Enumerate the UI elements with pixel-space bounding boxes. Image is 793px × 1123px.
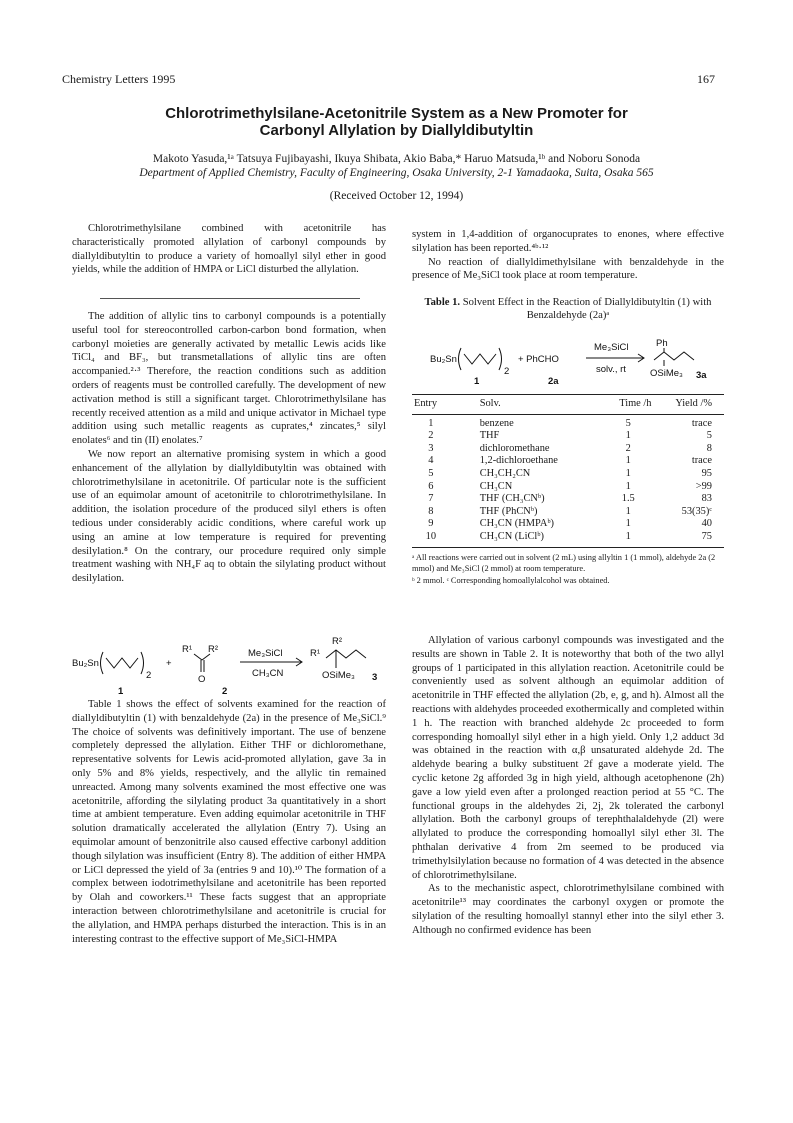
results-text xyxy=(72,698,386,946)
t1-ph: Ph xyxy=(656,338,668,349)
cell-yield: 53(35)ᶜ xyxy=(681,505,712,517)
paragraph: The addition of allylic tins to carbonyl compounds is a potentially useful tool for stereocontrolled carbon-carbon bond formation, when carbonyl moieties are generally activated by metallic Lewis acids like TiCl₄ and BF₃, but transmetallations of allylic tins are often accompanied.²·³ Therefore, the reaction conditions such as addition orders of reagents must be controlled carefully. The development of new activation method is still a significant target. Chlorotrimethylsilane has recently received attention as a mild and unique activator in Michael type addition using such metallic reagents as cuprates,⁴ zincates,⁵ silyl enolates⁶ and tin (II) enolates.⁷ xyxy=(72,311,386,447)
scheme1-label-3: 3 xyxy=(372,672,378,683)
affiliation: Department of Applied Chemistry, Faculty of Engineering, Osaka University, 2-1 Yamadaoka, Suita, Osaka 565 xyxy=(139,167,654,179)
cell-time: 1 xyxy=(625,467,631,479)
scheme1-product-r1: R¹ xyxy=(310,648,321,659)
author-list: Makoto Yasuda,¹ᵃ Tatsuya Fujibayashi, Ikuya Shibata, Akio Baba,* Haruo Matsuda,¹ᵇ and Noboru Sonoda xyxy=(152,153,641,165)
cell-entry: 8 xyxy=(428,505,434,517)
cell-yield: 8 xyxy=(706,442,712,454)
cell-time: 1 xyxy=(625,530,631,542)
cell-entry: 7 xyxy=(428,493,434,505)
cell-yield: 75 xyxy=(701,530,712,542)
col-header-entry: Entry xyxy=(414,398,438,409)
cell-solvent: THF (PhCNᵇ) xyxy=(479,505,538,517)
t1-reagent-below: solv., rt xyxy=(596,364,626,375)
abstract-divider xyxy=(100,298,360,299)
scheme1-label-2: 2 xyxy=(222,686,228,697)
cell-solvent: benzene xyxy=(479,417,514,429)
table1-caption-label: Table 1. xyxy=(424,297,461,308)
scheme1-reagent1: Bu₂Sn xyxy=(72,658,99,669)
cell-time: 5 xyxy=(625,417,631,429)
scheme1-sub2: 2 xyxy=(146,670,152,681)
cell-yield: trace xyxy=(691,417,712,429)
paragraph: system in 1,4-addition of organocuprates to enones, where effective silylation has been reported.⁴ᵇ·¹² xyxy=(412,229,724,254)
table1-caption xyxy=(412,296,724,323)
cell-time: 1.5 xyxy=(621,493,635,505)
col-header-time: Time /h xyxy=(619,398,652,409)
table1-body xyxy=(412,414,724,547)
intro-text xyxy=(72,310,386,586)
abstract xyxy=(72,222,386,277)
table-row xyxy=(412,506,724,519)
table-row xyxy=(412,518,724,531)
scheme1-oxygen: O xyxy=(198,674,206,685)
cell-time: 1 xyxy=(625,518,631,530)
cell-solvent: 1,2-dichloroethane xyxy=(479,455,558,467)
cell-solvent: dichloromethane xyxy=(479,442,550,454)
paren-left xyxy=(101,652,104,674)
cell-solvent: CH₃CN xyxy=(479,480,513,492)
paragraph: As to the mechanistic aspect, chlorotrimethylsilane combined with acetonitrile¹³ may coordinates the carbonyl oxygen or promote the silylation of the resulting homoallyl stannyl ether into the silyl ether 3. Although no confirmed evidence has been xyxy=(412,883,724,936)
cell-time: 1 xyxy=(625,455,631,467)
scheme1-label-1: 1 xyxy=(118,686,124,697)
scheme1-product-r2: R² xyxy=(332,636,343,647)
t1-osime3: OSiMe₃ xyxy=(650,368,683,379)
cell-solvent: CH₃CN (HMPAᵇ) xyxy=(479,518,554,530)
cell-yield: 40 xyxy=(701,518,712,530)
table-row xyxy=(412,443,724,456)
table-row xyxy=(412,414,724,430)
cell-yield: >99 xyxy=(695,480,712,492)
cell-entry: 10 xyxy=(425,530,437,542)
reaction-scheme-1 xyxy=(70,636,390,700)
cell-entry: 3 xyxy=(428,442,434,454)
col-header-solvent: Solv. xyxy=(479,398,501,409)
paren-right xyxy=(141,652,144,674)
t1-sub2: 2 xyxy=(504,366,510,377)
table-row xyxy=(412,531,724,547)
allyl-chain xyxy=(106,658,138,668)
table-row xyxy=(412,481,724,494)
cell-entry: 9 xyxy=(428,518,434,530)
t1-reagent-above: Me₃SiCl xyxy=(594,342,629,353)
author-block xyxy=(0,152,793,180)
scheme1-r2: R² xyxy=(208,644,219,655)
table-row xyxy=(412,468,724,481)
cell-yield: 5 xyxy=(706,430,712,442)
table1-footnotes xyxy=(412,552,724,587)
cell-solvent: THF (CH₃CNᵇ) xyxy=(479,493,545,505)
t1-label-1: 1 xyxy=(474,376,480,387)
t1-label-3a: 3a xyxy=(696,370,707,381)
scheme1-osime3: OSiMe₃ xyxy=(322,670,355,681)
cell-entry: 2 xyxy=(428,430,434,442)
cell-entry: 6 xyxy=(428,480,434,492)
abstract-text: Chlorotrimethylsilane combined with acetonitrile has characteristically promoted allylation of carbonyl compounds by diallyldibutyltin to produce a variety of homoallyl silyl ether in good yields, while the addition of HMPA or LiCl disturbed the allylation. xyxy=(72,223,386,276)
t1-reagent1: Bu₂Sn xyxy=(430,354,457,365)
cell-entry: 4 xyxy=(428,455,434,467)
paragraph: We now report an alternative promising system in which a good enhancement of the allylation by diallyldibutyltin was obtained with chlorotrimethylsilane in acetonitrile. Of particular note is the sufficient use of an equimolar amount of acetonitrile to chlorotrimethylsilane. In addition, the isolation procedure of the produced silyl ethers is often tedious under considerably acidic conditions, where careful work up using an amine at low temperature is required for preventing desilylation.⁸ On the contrary, our procedure required only simple treatment washing with NH₄F aq to obtain the silylating product without desilylation. xyxy=(72,448,386,585)
cell-yield: trace xyxy=(691,455,712,467)
table1 xyxy=(412,394,724,586)
t1-plus-phcho: + PhCHO xyxy=(518,354,559,365)
cell-time: 1 xyxy=(625,505,631,517)
scheme1-reagent-below: CH₃CN xyxy=(252,668,284,679)
cell-entry: 1 xyxy=(428,417,434,429)
discussion-text xyxy=(412,634,724,938)
table1-caption-text: Solvent Effect in the Reaction of Diallyldibutyltin (1) with Benzaldehyde (2a)ᵃ xyxy=(462,297,712,322)
cell-entry: 5 xyxy=(428,467,434,479)
page-number: 167 xyxy=(697,72,715,86)
t1-label-2a: 2a xyxy=(548,376,559,387)
cell-time: 2 xyxy=(625,442,631,454)
cell-yield: 83 xyxy=(701,493,712,505)
title-line-2: Carbonyl Allylation by Diallyldibutyltin xyxy=(259,122,534,139)
right-intro xyxy=(412,228,724,283)
cell-solvent: CH₃CN (LiClᵇ) xyxy=(479,530,544,542)
scheme1-r1: R¹ xyxy=(182,644,193,655)
scheme1-reagent-above: Me₃SiCl xyxy=(248,648,283,659)
table-row xyxy=(412,493,724,506)
journal-name: Chemistry Letters 1995 xyxy=(62,72,176,86)
col-header-yield: Yield /% xyxy=(675,398,712,409)
paragraph: Table 1 shows the effect of solvents examined for the reaction of diallyldibutyltin (1) with benzaldehyde (2a) in the presence of Me₃SiCl.⁹ The choice of solvents was definitively important. The use of benzene completely depressed the allylation. Either THF or dichloromethane, representative solvents for Lewis acid-promoted allylation, gave 3a in only 5% and 8% yields, respectively, and the allylic tin remained unreacted. Among many solvents examined the most effective one was acetonitrile, affording the silylating product 3a quantitatively in a short time at ambient temperature. Even adding equimolar acetonitrile in THF solution dramatically accelerated the allylation (Entry 7). Using an equimolar amount of benzonitrile also caused effective carbonyl addition though silylation was insufficient (Entry 8). The addition of either HMPA or LiCl depressed the yield of 3a (entries 9 and 10).¹⁰ The formation of a complex between iodotrimethylsilane and acetonitrile has been reported by Olah and coworkers.¹¹ These facts suggest that an appropriate interaction between chlorotrimethylsilane and acetonitrile is crucial for the allylation, and HMPA perhaps disturbed the interaction. This is in an interesting contrast to the effective support of Me₃SiCl-HMPA xyxy=(72,699,386,945)
table1-footnote-b: ᵇ 2 mmol. ᶜ Corresponding homoallylalcohol was obtained. xyxy=(412,575,610,585)
paragraph: No reaction of diallyldimethylsilane with benzaldehyde in the presence of Me₃SiCl took place at room temperature. xyxy=(412,256,724,282)
table1-grid xyxy=(412,394,724,548)
table-row xyxy=(412,455,724,468)
cell-yield: 95 xyxy=(701,467,712,479)
title-line-1: Chlorotrimethylsilane-Acetonitrile System as a New Promoter for xyxy=(165,105,628,122)
received-date: (Received October 12, 1994) xyxy=(329,190,464,202)
scheme1-plus: + xyxy=(166,658,172,669)
paragraph: Allylation of various carbonyl compounds was investigated and the results are shown in Table 2. It is noteworthy that both of the two allyl groups of 1 participated in this allylation reaction. Acetonitrile could be conveniently used as solvent although an equimolar addition of acetonitrile in THF effected the allylation (2b, e, g, and h). Almost all the reactions with aldehydes proceeded exothermically and completed within 1 h. The reaction with branched aldehyde 2c proceeded to form corresponding homoallyl silyl ether in a high yield. Only 1,2 adduct 3d was obtained in the reaction with α,β unsaturated aldehyde 2d. The aldehyde bearing a bulky substituent 2f gave a moderate yield. The cyclic ketone 2g afforded 3g in high yield, although acetophenone (2h) gave a low yield even after a prolonged reaction period at 55 °C. The functional groups in the aldehydes 2i, 2j, 2k tolerated the carbonyl allylation. Both the carbonyl groups of terephthalaldehyde (2l) were allylated to produce the corresponding homoallyl silyl ether 3l. The phthalan derivative 4 from 2m seemed to be produced via trimethylsilylation because no formation of 4 was detected in the absence of chlorotrimethylsilane. xyxy=(412,635,724,881)
table1-footnote-a: ᵃ All reactions were carried out in solvent (2 mL) using allyltin 1 (1 mmol), aldehyde 2a (2 mmol) and Me₃SiCl (2 mmol) at room temperature. xyxy=(412,552,716,574)
paper-title xyxy=(0,105,793,139)
cell-solvent: THF xyxy=(479,430,500,442)
table1-scheme xyxy=(430,336,730,388)
cell-time: 1 xyxy=(625,480,631,492)
cell-time: 1 xyxy=(625,430,631,442)
cell-solvent: CH₃CH₂CN xyxy=(479,467,531,479)
table-row xyxy=(412,430,724,443)
